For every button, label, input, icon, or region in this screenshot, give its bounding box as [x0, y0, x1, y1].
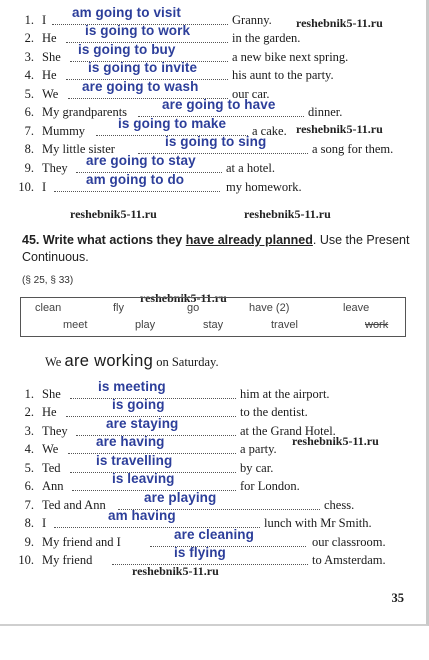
- handwritten-answer: is leaving: [112, 471, 175, 486]
- line-tail: lunch with Mr Smith.: [264, 516, 372, 530]
- blank-dots: [112, 563, 308, 565]
- line-subject: We: [42, 87, 59, 101]
- example-pre: We: [45, 355, 62, 369]
- handwritten-answer: are staying: [106, 416, 179, 431]
- line-number: 4.: [24, 442, 34, 456]
- line-tail: at the Grand Hotel.: [240, 424, 336, 438]
- task-text-underlined: have already planned: [185, 233, 313, 247]
- example-sentence: [45, 352, 219, 371]
- line-tail: him at the airport.: [240, 387, 330, 401]
- line-number: 10.: [18, 553, 34, 567]
- line-number: 2.: [24, 31, 34, 45]
- exercise-line: [0, 545, 429, 568]
- line-subject: He: [42, 68, 57, 82]
- handwritten-answer: am going to do: [86, 172, 185, 187]
- word-item: play: [135, 319, 156, 331]
- handwritten-answer: is going: [112, 397, 165, 412]
- line-number: 9.: [24, 161, 34, 175]
- exercise-line: [0, 453, 429, 476]
- handwritten-answer: are going to have: [162, 97, 276, 112]
- handwritten-answer: is going to invite: [88, 60, 198, 75]
- line-subject: My grandparents: [42, 105, 128, 119]
- line-tail: his aunt to the party.: [232, 68, 334, 82]
- grammar-reference: (§ 25, § 33): [22, 275, 74, 286]
- word-item: have (2): [249, 302, 290, 314]
- watermark: reshebnik5-11.ru: [140, 291, 227, 305]
- line-tail: a cake.: [252, 124, 287, 138]
- task-heading: [22, 232, 422, 266]
- line-tail: a party.: [240, 442, 277, 456]
- exercise-line: [0, 134, 429, 157]
- line-subject: We: [42, 442, 59, 456]
- line-tail: our classroom.: [312, 535, 386, 549]
- line-tail: a new bike next spring.: [232, 50, 349, 64]
- line-tail: at a hotel.: [226, 161, 275, 175]
- line-number: 3.: [24, 424, 34, 438]
- task-number: 45.: [22, 233, 40, 247]
- exercise-line: [0, 416, 429, 439]
- exercise-line: [0, 434, 429, 457]
- handwritten-answer: is flying: [174, 545, 226, 560]
- line-number: 6.: [24, 105, 34, 119]
- handwritten-answer: am going to visit: [72, 5, 181, 20]
- line-tail: for London.: [240, 479, 300, 493]
- handwritten-answer: is going to sing: [165, 134, 267, 149]
- line-number: 5.: [24, 87, 34, 101]
- exercise-line: [0, 490, 429, 513]
- line-subject: I: [42, 13, 47, 27]
- line-subject: My little sister: [42, 142, 115, 156]
- word-item: go: [187, 302, 200, 314]
- handwritten-answer: am having: [108, 508, 176, 523]
- handwritten-answer: are playing: [144, 490, 217, 505]
- task-text-end: . Use the Present Continuous.: [22, 233, 410, 264]
- line-tail: in the garden.: [232, 31, 301, 45]
- example-answer: are working: [64, 352, 154, 370]
- line-subject: I: [42, 516, 47, 530]
- line-subject: He: [42, 405, 57, 419]
- line-number: 3.: [24, 50, 34, 64]
- word-box: [20, 297, 406, 337]
- watermark: reshebnik5-11.ru: [296, 16, 383, 30]
- handwritten-answer: are going to stay: [86, 153, 196, 168]
- line-number: 5.: [24, 461, 34, 475]
- watermark: reshebnik5-11.ru: [296, 122, 383, 136]
- line-number: 1.: [24, 387, 34, 401]
- handwritten-answer: is going to buy: [78, 42, 176, 57]
- word-item: leave: [343, 302, 370, 314]
- line-subject: She: [42, 50, 61, 64]
- handwritten-answer: are going to wash: [82, 79, 199, 94]
- line-tail: our car.: [232, 87, 270, 101]
- line-subject: They: [42, 424, 68, 438]
- line-number: 6.: [24, 479, 34, 493]
- line-number: 9.: [24, 535, 34, 549]
- line-tail: a song for them.: [312, 142, 394, 156]
- line-number: 10.: [18, 180, 34, 194]
- line-tail: chess.: [324, 498, 355, 512]
- handwritten-answer: are having: [96, 434, 165, 449]
- line-tail: to the dentist.: [240, 405, 308, 419]
- line-tail: to Amsterdam.: [312, 553, 386, 567]
- line-subject: My friend and I: [42, 535, 121, 549]
- word-item-crossed: work: [365, 319, 389, 331]
- line-subject: My friend: [42, 553, 93, 567]
- blank-dots: [54, 190, 220, 192]
- line-number: 7.: [24, 498, 34, 512]
- watermark: reshebnik5-11.ru: [132, 564, 219, 578]
- line-subject: Ann: [42, 479, 64, 493]
- handwritten-answer: is going to make: [118, 116, 227, 131]
- word-item: stay: [203, 319, 224, 331]
- exercise-line: [0, 379, 429, 402]
- exercise-line: [0, 153, 429, 176]
- handwritten-answer: is going to work: [85, 23, 191, 38]
- watermark: reshebnik5-11.ru: [244, 207, 331, 221]
- exercise-line: [0, 172, 429, 195]
- line-subject: Ted: [42, 461, 61, 475]
- line-subject: She: [42, 387, 61, 401]
- line-number: 2.: [24, 405, 34, 419]
- line-tail: my homework.: [226, 180, 302, 194]
- handwritten-answer: is travelling: [96, 453, 173, 468]
- handwritten-answer: is meeting: [98, 379, 166, 394]
- exercise-line: [0, 397, 429, 420]
- word-item: meet: [63, 319, 88, 331]
- word-item: travel: [271, 319, 298, 331]
- line-number: 1.: [24, 13, 34, 27]
- line-number: 7.: [24, 124, 34, 138]
- word-item: clean: [35, 302, 62, 314]
- watermark: reshebnik5-11.ru: [70, 207, 157, 221]
- watermark: reshebnik5-11.ru: [292, 434, 379, 448]
- task-text: Write what actions they: [42, 233, 183, 247]
- line-tail: dinner.: [308, 105, 343, 119]
- line-tail: by car.: [240, 461, 274, 475]
- exercise-line: [0, 42, 429, 65]
- line-number: 8.: [24, 516, 34, 530]
- exercise-line: [0, 60, 429, 83]
- page-number: 35: [391, 591, 404, 605]
- line-subject: He: [42, 31, 57, 45]
- line-subject: Mummy: [42, 124, 86, 138]
- line-subject: I: [42, 180, 47, 194]
- line-tail: Granny.: [232, 13, 272, 27]
- example-post: on Saturday.: [156, 355, 219, 369]
- line-number: 4.: [24, 68, 34, 82]
- line-subject: Ted and Ann: [42, 498, 106, 512]
- line-number: 8.: [24, 142, 34, 156]
- handwritten-answer: are cleaning: [174, 527, 254, 542]
- word-item: fly: [113, 302, 124, 314]
- line-subject: They: [42, 161, 68, 175]
